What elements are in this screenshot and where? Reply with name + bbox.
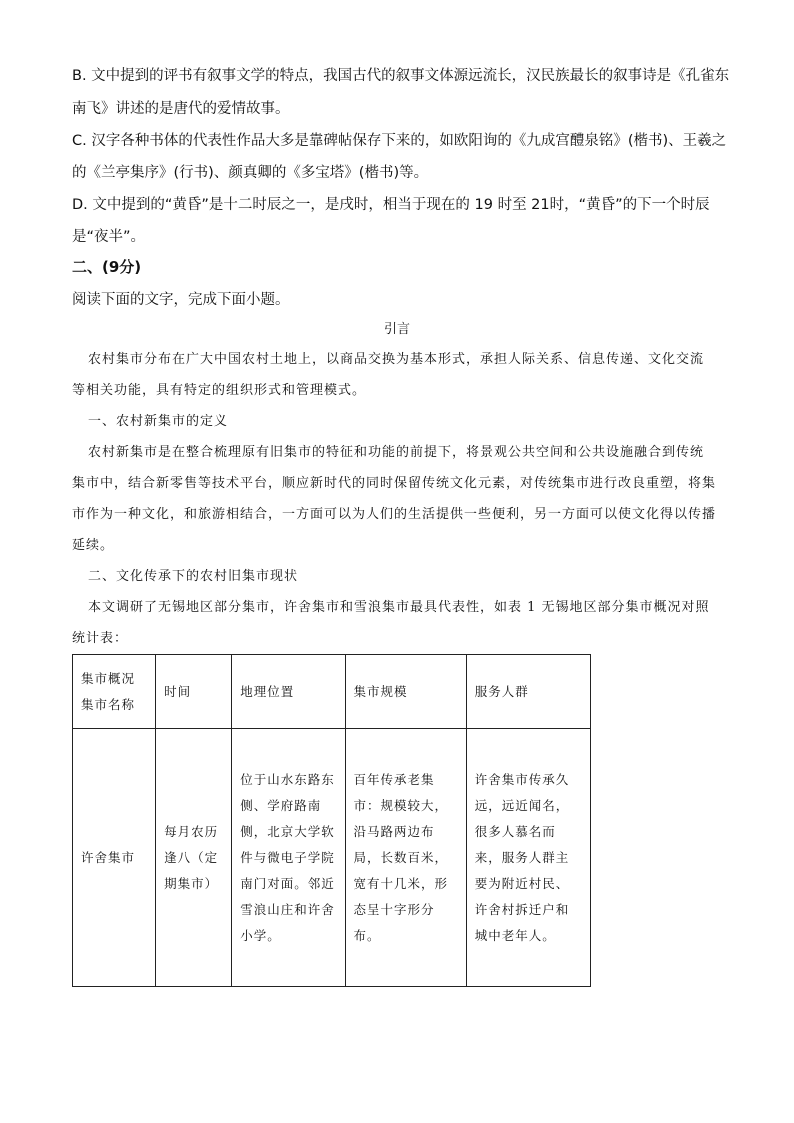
option-b-line-1: B. 文中提到的评书有叙事文学的特点，我国古代的叙事文体源远流长，汉民族最长的叙事诗是《孔雀东 [72,68,730,84]
header-time: 时间 [156,655,232,729]
header-market-scale: 集市规模 [345,655,466,729]
option-d-line-1: D. 文中提到的“黄昏”是十二时辰之一，是戌时，相当于现在的 19 时至 21时，“黄昏”的下一个时辰 [72,197,710,213]
cell-location: 位于山水东路东侧、学府路南侧，北京大学软件与微电子学院南门对面。邻近雪浪山庄和许舍小学。 [232,729,345,987]
cell-market-name: 许舍集市 [73,729,156,987]
part-two-line-1: 本文调研了无锡地区部分集市，许舍集市和雪浪集市最具代表性，如表 1 无锡地区部分集市概况对照 [88,600,710,615]
section-two-instruction: 阅读下面的文字，完成下面小题。 [72,292,290,308]
part-one-line-2: 集市中，结合新零售等技术平台，顺应新时代的同时保留传统文化元素，对传统集市进行改良重塑，将集 [72,476,717,491]
part-one-heading: 一、农村新集市的定义 [88,414,229,429]
option-b-line-2: 南飞》讲述的是唐代的爱情故事。 [72,101,290,117]
table-row [73,729,591,987]
header-location: 地理位置 [232,655,345,729]
part-two-heading: 二、文化传承下的农村旧集市现状 [88,569,299,584]
option-c-line-2: 的《兰亭集序》(行书)、颜真卿的《多宝塔》(楷书)等。 [72,165,429,181]
article-intro-line-1: 农村集市分布在广大中国农村土地上，以商品交换为基本形式，承担人际关系、信息传递、文化交流 [88,352,705,367]
section-two-heading: 二、(9分) [72,258,142,276]
cell-time: 每月农历逢八（定期集市） [156,729,232,987]
part-one-line-3: 市作为一种文化，和旅游相结合，一方面可以为人们的生活提供一些便利，另一方面可以使文化得以传播 [72,507,717,522]
cell-market-scale: 百年传承老集市：规模较大，沿马路两边布局，长数百米，宽有十几米，形态呈十字形分布。 [345,729,466,987]
option-d-line-2: 是“夜半”。 [72,229,146,245]
option-c-line-1: C. 汉字各种书体的代表性作品大多是靠碑帖保存下来的，如欧阳询的《九成宫醴泉铭》(楷书)、王羲之 [72,133,727,149]
header-market-overview-name: 集市概况集市名称 [73,655,156,729]
header-audience: 服务人群 [466,655,590,729]
cell-audience: 许舍集市传承久远，远近闻名，很多人慕名而来，服务人群主要为附近村民、许舍村拆迁户和城中老年人。 [466,729,590,987]
part-one-line-4: 延续。 [72,538,115,553]
market-overview-table [72,654,591,987]
article-intro-line-2: 等相关功能，具有特定的组织形式和管理模式。 [72,383,367,398]
part-one-line-1: 农村新集市是在整合梳理原有旧集市的特征和功能的前提下，将景观公共空间和公共设施融合到传统 [88,445,705,460]
table-header-row [73,655,591,729]
article-title: 引言 [383,322,410,337]
part-two-line-2: 统计表： [72,631,129,646]
